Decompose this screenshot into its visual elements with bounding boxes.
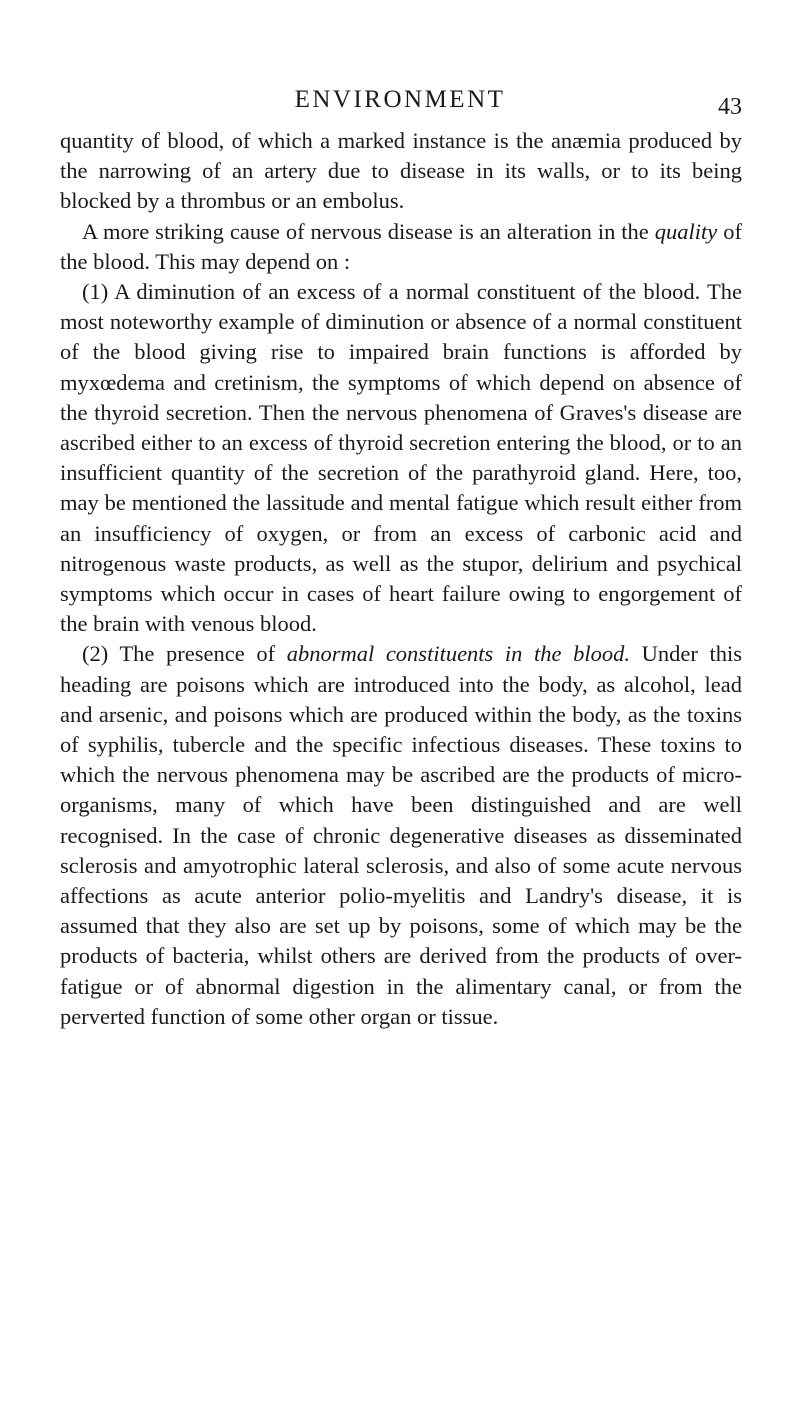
paragraph-2-text-before: A more striking cause of nervous disease is an alteration in the	[82, 218, 655, 244]
body-text	[60, 126, 742, 1032]
running-head-title: ENVIRONMENT	[294, 86, 506, 113]
paragraph-2-text-after: of the blood. This may depend on :	[60, 218, 742, 274]
paragraph-1: quantity of blood, of which a marked instance is the anæmia produced by the narrowing of an artery due to disease in its walls, or to its being blocked by a thrombus or an embolus.	[60, 128, 742, 214]
paragraph-4	[60, 639, 742, 1032]
paragraph-4-text-after: Under this heading are poisons which are introduced into the body, as alcohol, lead and arsenic, and poisons which are produced within the body, as the toxins of syphilis, tubercle and the specific infectious diseases. These toxins to which the nervous phenomena may be ascribed are the products of micro-organisms, many of which have been distinguished and are well recognised. In the case of chronic degenerative diseases as disseminated sclerosis and amyotrophic lateral sclerosis, and also of some acute nervous affections as acute anterior polio-myelitis and Landry's disease, it is assumed that they also are set up by poisons, some of which may be the products of bacteria, whilst others are derived from the products of over-fatigue or of abnormal digestion in the alimentary canal, or from the perverted function of some other organ or tissue.	[60, 641, 742, 1029]
paragraph-4-text-before: (2) The presence of	[82, 641, 287, 667]
paragraph-4-emphasis: abnormal constituents in the blood.	[286, 641, 631, 667]
page-number: 43	[718, 94, 742, 120]
paragraph-3: (1) A diminution of an excess of a normal constituent of the blood. The most noteworthy example of diminution or absence of a normal constituent of the blood giving rise to impaired brain functions is afforded by myxœdema and cretinism, the symptoms of which depend on absence of the thyroid secretion. Then the nervous phenomena of Graves's disease are ascribed either to an excess of thyroid secretion entering the blood, or to an insufficient quantity of the secretion of the parathyroid gland. Here, too, may be mentioned the lassitude and mental fatigue which result either from an insufficiency of oxygen, or from an excess of carbonic acid and nitrogenous waste products, as well as the stupor, delirium and psychical symptoms which occur in cases of heart failure owing to engorgement of the brain with venous blood.	[60, 279, 742, 637]
paragraph-2-emphasis: quality	[654, 218, 718, 244]
paragraph-2	[60, 217, 742, 277]
